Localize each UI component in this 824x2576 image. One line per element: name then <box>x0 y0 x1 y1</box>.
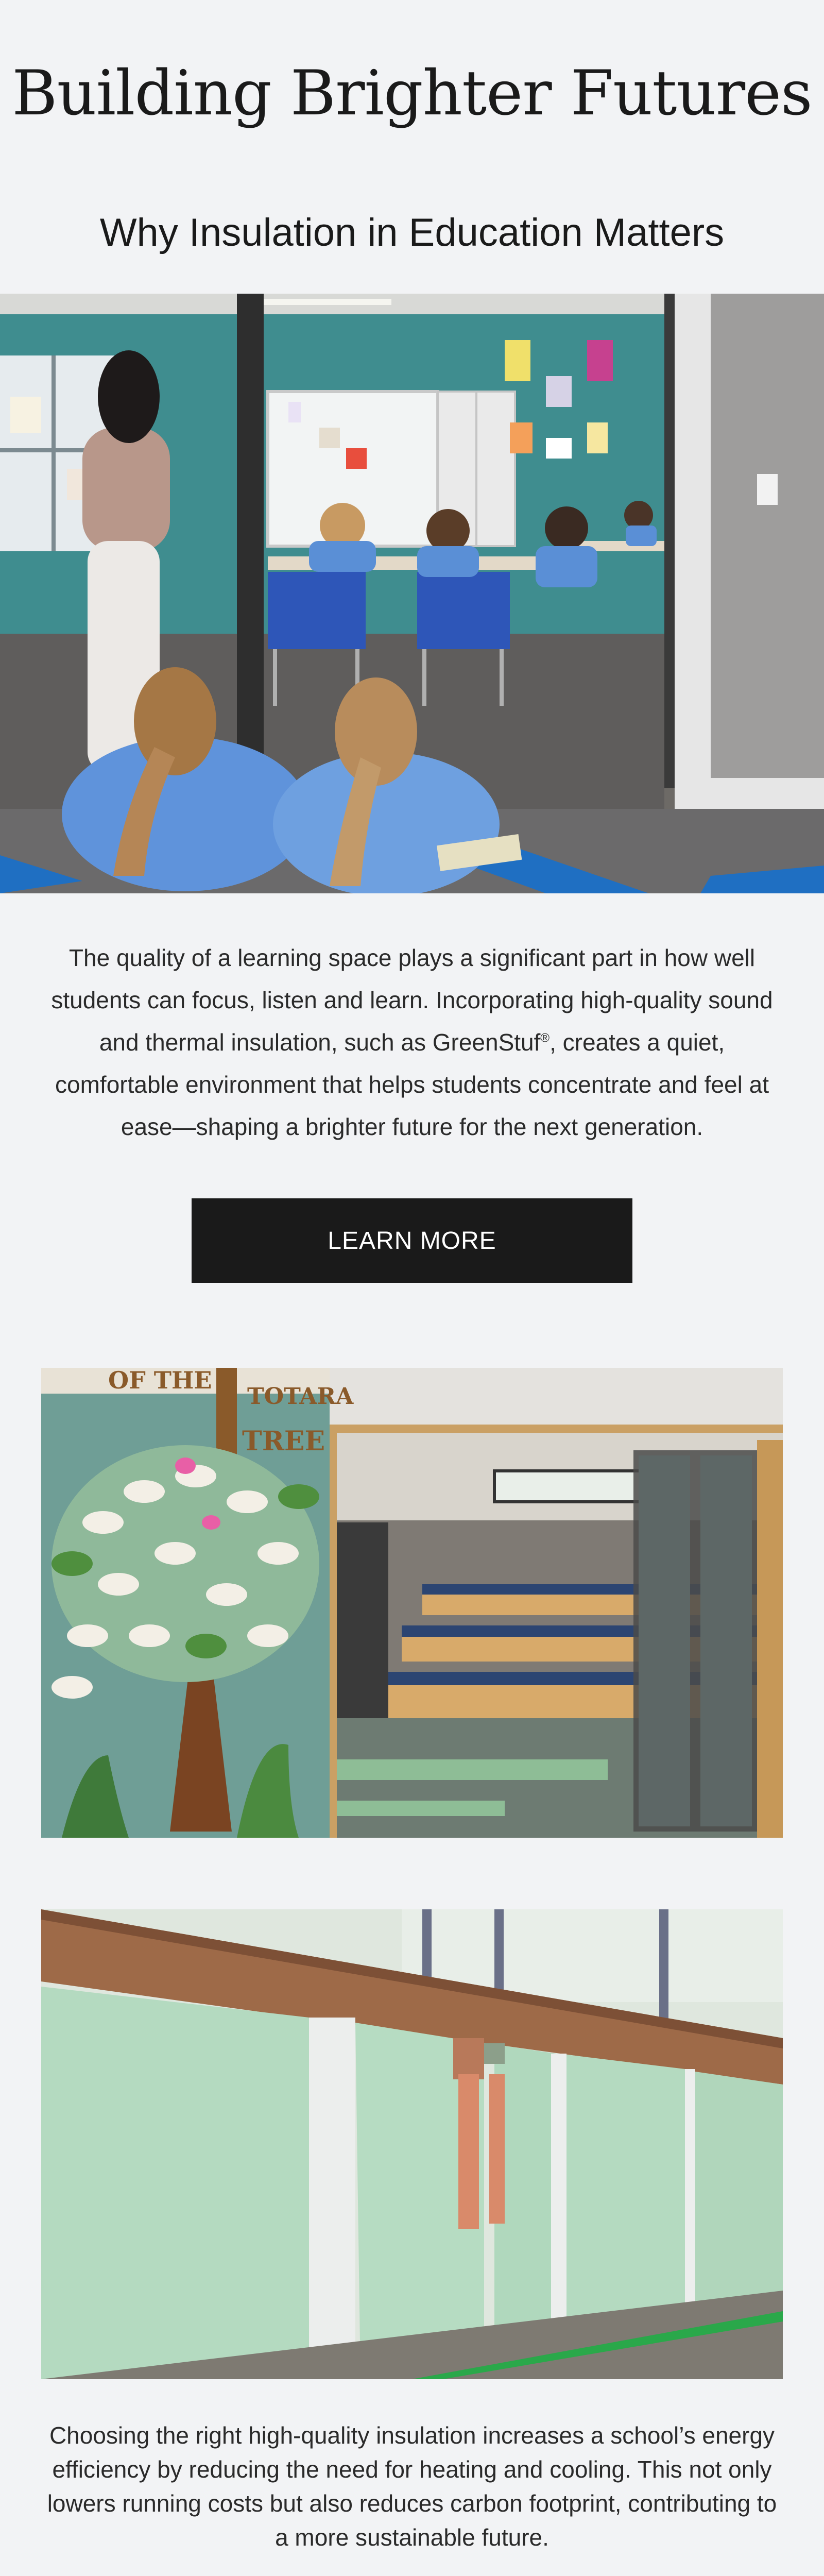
page-subtitle: Why Insulation in Education Matters <box>99 211 725 255</box>
intro-text-part-2: , creates a quiet, comfortable environment that helps students concentrate and feel at ease—shaping a brighter future for the next generation. <box>55 1029 769 1140</box>
school-interior-image[interactable] <box>41 1368 783 1838</box>
efficiency-paragraph: Choosing the right high-quality insulation increases a school’s energy efficiency by reducing the need for heating and cooling. This not only lowers running costs but also reduces carbon footprint, contributing to a more sustainable future. <box>47 2422 777 2551</box>
learn-more-button[interactable]: LEARN MORE <box>192 1198 632 1283</box>
mural-text-of-the: OF THE <box>108 1368 212 1394</box>
classroom-illustration <box>0 294 824 893</box>
intro-text-part-1: The quality of a learning space plays a significant part in how well students can focus, listen and learn. Incorporating high-quality sound and thermal insulation, such as GreenStuf <box>51 944 773 1056</box>
intro-paragraph <box>41 937 783 1148</box>
mural-text-tree: TREE <box>242 1426 325 1457</box>
insulation-illustration <box>41 1909 783 2379</box>
mural-text-tree-name: TOTARA <box>247 1383 354 1410</box>
page-title: Building Brighter Futures <box>12 58 812 129</box>
mural-seating-illustration <box>41 1368 783 1838</box>
insulation-wall-image[interactable] <box>41 1909 783 2379</box>
trademark-symbol: ® <box>540 1031 550 1045</box>
classroom-hero-image[interactable] <box>0 294 824 893</box>
